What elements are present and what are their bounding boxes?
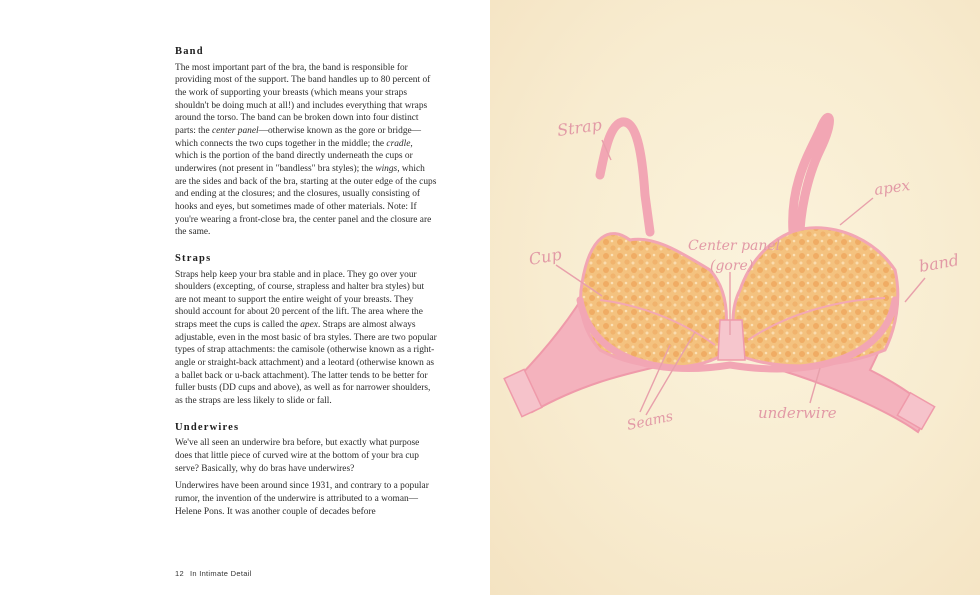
band-text-2: —otherwise known as the gore or bridge—which connects the two cups together in the middle; the: [175, 125, 422, 149]
section-underwires: [175, 422, 437, 519]
straps-term-apex: apex: [300, 320, 318, 331]
label-apex: apex: [873, 176, 912, 199]
band-term-cradle: cradle: [386, 138, 411, 149]
section-straps: [175, 253, 437, 408]
band-text-3: , which is the portion of the band directly underneath the cups or underwires (not present in "bandless" bra styles); the: [175, 138, 413, 174]
band-term-wings: wings: [375, 163, 398, 174]
page-number: 12: [175, 569, 184, 578]
section-heading-straps: Straps: [175, 252, 212, 264]
label-strap: Strap: [555, 114, 603, 140]
straps-text-2: . Straps are almost always adjustable, even in the most basic of bra styles. There are two popular types of strap attachments: the camisole (otherwise known as a right-angle or straight-back attachment) and a leotard (otherwise known as a ballet back or u-back attachment). The latter tends to be better for fuller busts (DD cups and above), as well as for narrower shoulders, as the straps are less likely to slide or fall.: [175, 320, 437, 407]
section-heading-underwires: Underwires: [175, 421, 240, 433]
leader-apex: [840, 198, 873, 225]
label-center-panel: Center panel: [688, 238, 781, 254]
band-paragraph: [175, 62, 437, 239]
straps-text-1: Straps help keep your bra stable and in place. They go over your shoulders (excepting, of course, strapless and halter bra styles) but are not meant to support the entire weight of your breasts. They should account for about 20 percent of the lift. The area where the straps meet the cups is called the: [175, 269, 425, 331]
body-text-column: [175, 46, 437, 518]
bra-illustration: [490, 0, 980, 595]
band-term-center-panel: center panel: [211, 125, 259, 136]
section-heading-band: Band: [175, 46, 204, 57]
label-underwire: underwire: [758, 404, 837, 422]
band-text-1: The most important part of the bra, the band is responsible for providing most of the support. The band handles up to 80 percent of the work of supporting your breasts (which means your straps shouldn't be doing much at all!) and includes everything that wraps around the torso. The band can be broken down into four distinct parts: the: [175, 62, 431, 136]
underwires-paragraph-2: Underwires have been around since 1931, and contrary to a popular rumor, the invention of the underwire is attributed to a woman—Helene Pons. It was another couple of decades before: [175, 481, 429, 517]
straps-paragraph: [175, 269, 437, 408]
band-text-4: , which are the sides and back of the bra, starting at the outer edge of the cups and ending at the closures; and the closures, usually consisting of hooks and eyes, but sometimes made of other materials. Note: If you're wearing a front-close bra, the center panel and the closure are the same.: [175, 163, 437, 238]
label-seams: Seams: [625, 408, 675, 434]
underwires-paragraph-1: We've all seen an underwire bra before, but exactly what purpose does that little piece of curved wire at the bottom of your bra cup serve? Basically, why do bras have underwires?: [175, 438, 420, 474]
leader-band: [905, 278, 925, 302]
page-footer: [175, 569, 252, 578]
center-gore: [718, 320, 745, 360]
running-title: In Intimate Detail: [189, 569, 252, 578]
section-band: [175, 46, 437, 239]
label-band: band: [917, 250, 961, 276]
label-gore: (gore): [710, 258, 754, 274]
left-strap: [600, 122, 650, 232]
label-cup: Cup: [527, 244, 563, 269]
